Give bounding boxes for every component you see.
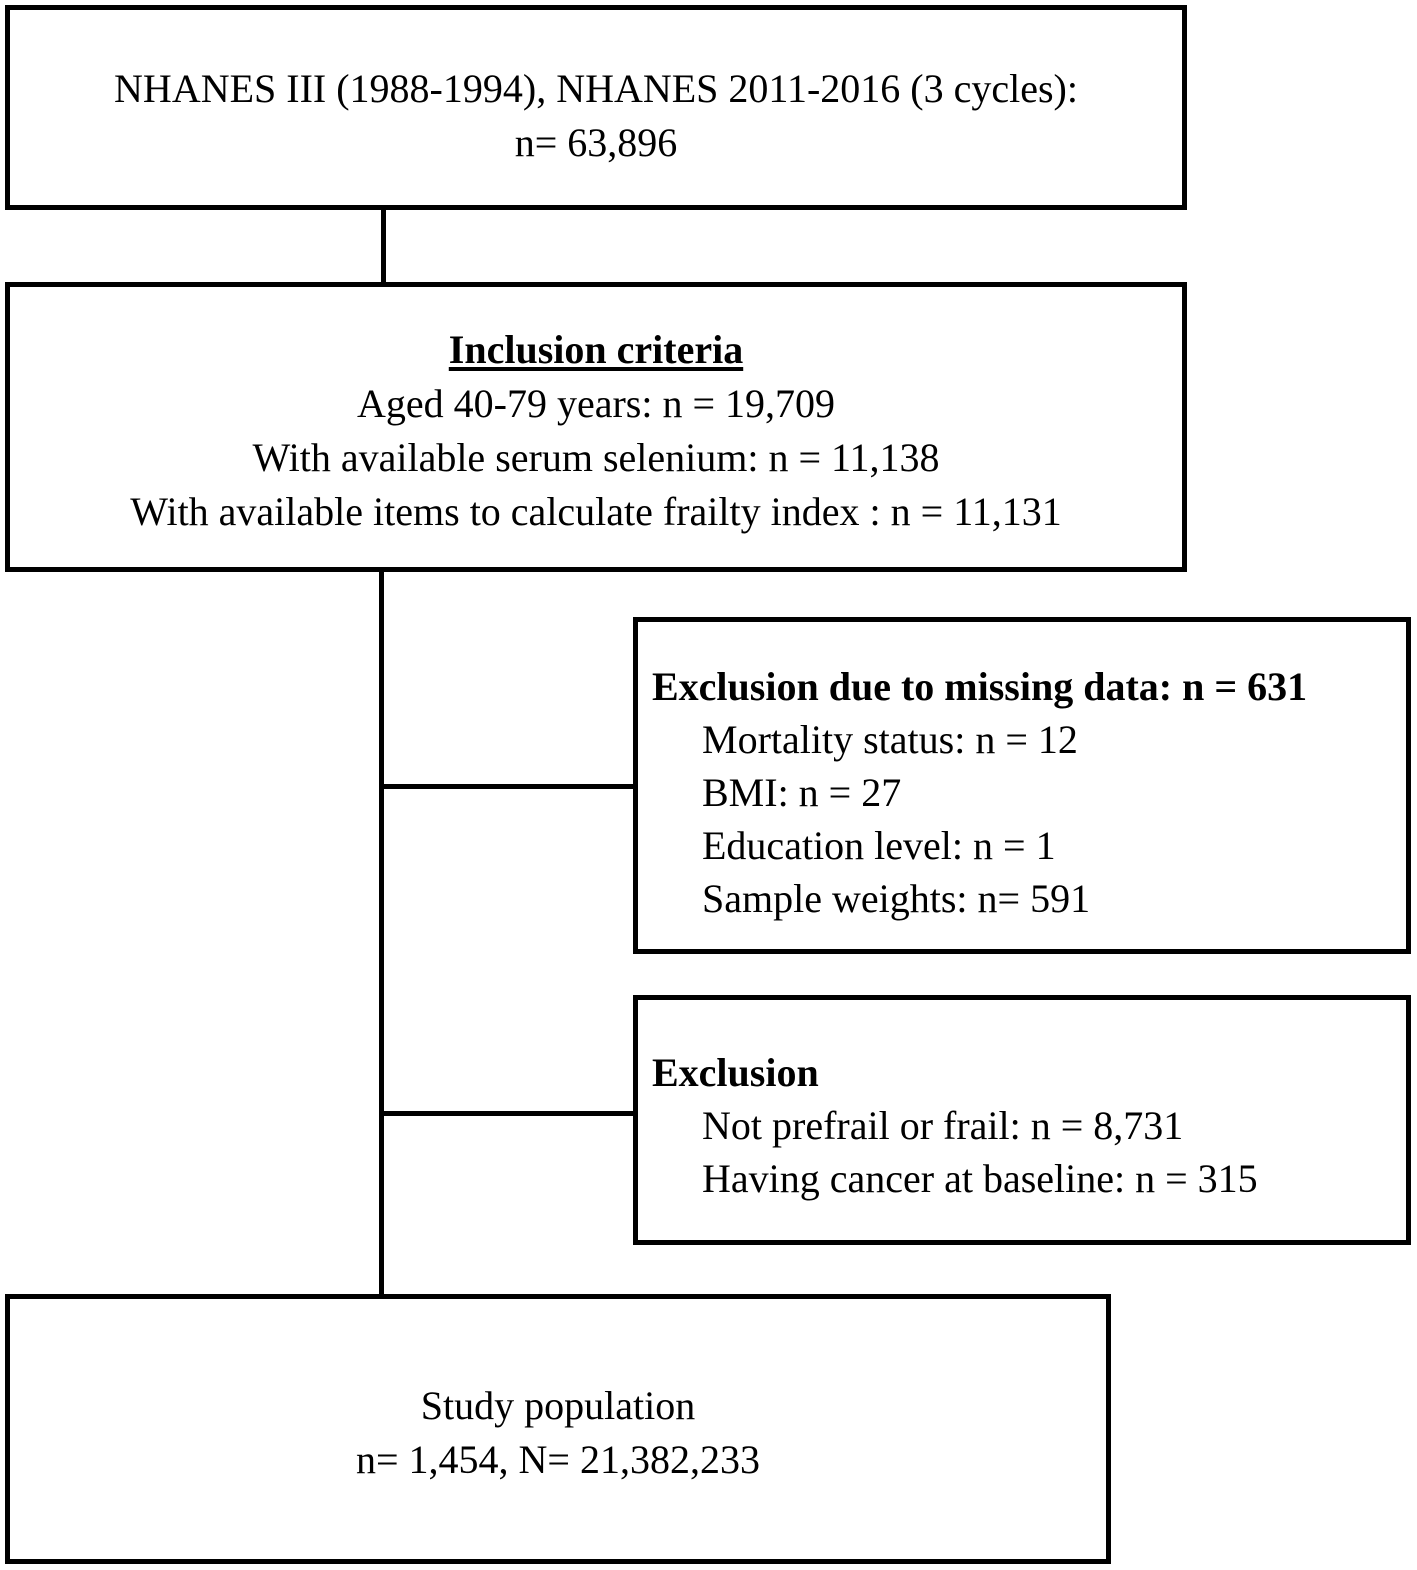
exclusion-item-bmi: BMI: n = 27: [702, 770, 902, 815]
connector-to-exclusion: [379, 1111, 637, 1116]
exclusion-item-education: Education level: n = 1: [702, 823, 1056, 868]
exclusion-item-cancer: Having cancer at baseline: n = 315: [702, 1156, 1258, 1201]
connector-main-trunk: [379, 569, 384, 1298]
exclusion-item-not-prefrail: Not prefrail or frail: n = 8,731: [702, 1103, 1184, 1148]
inclusion-criteria-heading: Inclusion criteria: [448, 327, 744, 372]
exclusion-item-mortality: Mortality status: n = 12: [702, 717, 1078, 762]
source-box-line2: n= 63,896: [514, 120, 678, 165]
exclusion-missing-data-heading: Exclusion due to missing data: n = 631: [652, 664, 1308, 709]
source-box-line1: NHANES III (1988-1994), NHANES 2011-2016 (3 cycles):: [114, 66, 1078, 111]
exclusion-box: [633, 995, 1411, 1245]
connector-source-to-inclusion: [381, 206, 386, 286]
inclusion-item-selenium: With available serum selenium: n = 11,138: [252, 435, 940, 480]
exclusion-item-sample-weights: Sample weights: n= 591: [702, 876, 1091, 921]
inclusion-item-age: Aged 40-79 years: n = 19,709: [356, 381, 836, 426]
study-population-box: [5, 1294, 1111, 1564]
study-population-count: n= 1,454, N= 21,382,233: [355, 1437, 760, 1482]
exclusion-missing-data-box: [633, 617, 1411, 954]
exclusion-heading: Exclusion: [652, 1050, 819, 1095]
study-population-label: Study population: [420, 1383, 696, 1428]
inclusion-item-frailty-index: With available items to calculate frailty index : n = 11,131: [130, 489, 1062, 534]
inclusion-criteria-box: [5, 282, 1187, 572]
connector-to-exclusion-missing: [379, 784, 637, 789]
source-box: [5, 5, 1187, 210]
